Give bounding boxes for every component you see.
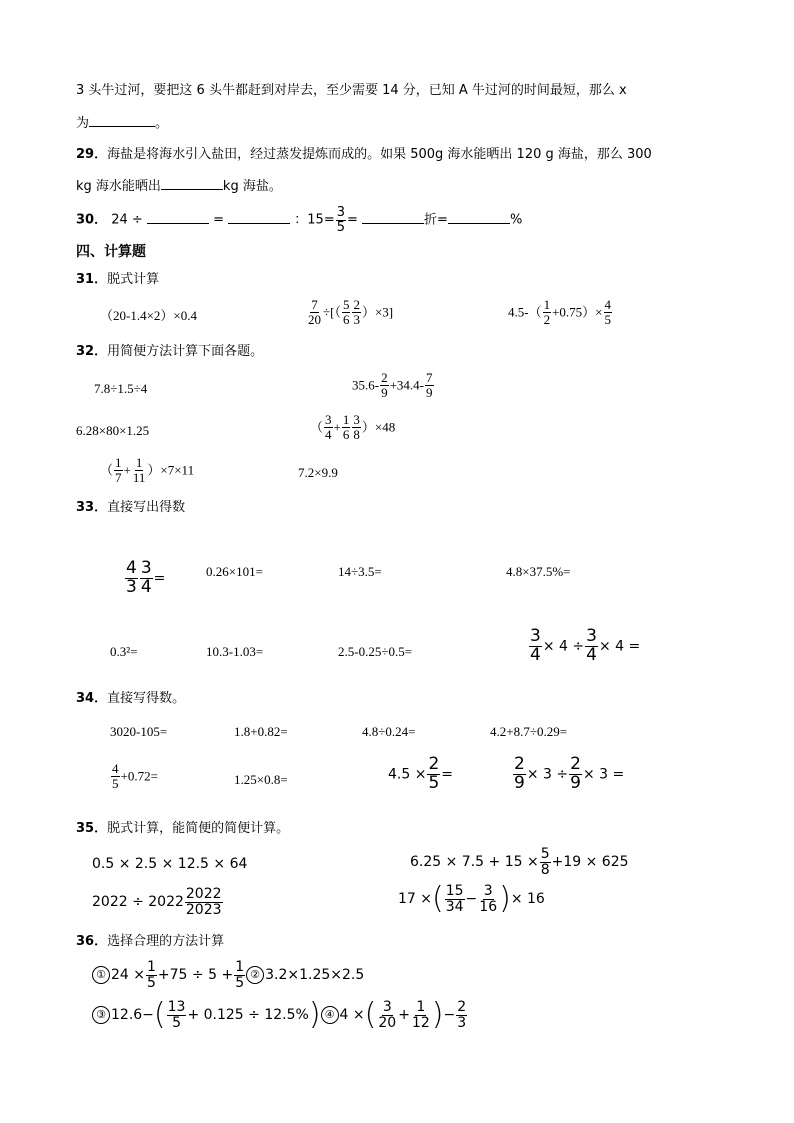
q32-expr5: （ $\frac{1}{7}$ + $\frac{1}{11}$ ）×7×11 [100, 455, 195, 485]
q32-expr3: 6.28×80×1.25 [76, 423, 150, 438]
q34-title: 34．直接写得数。 [76, 691, 186, 706]
q34-expr8: $\frac{2}{9}$ × 3 ÷ $\frac{2}{9}$ × 3 = [514, 754, 625, 793]
circled-number: ④ [321, 1006, 339, 1024]
q33-expr6: 10.3-1.03= [206, 644, 264, 659]
q32-title: 32．用简便方法计算下面各题。 [76, 344, 264, 359]
q33-expr8: $\frac{3}{4}$ × 4 ÷ $\frac{3}{4}$ × 4 = [530, 626, 641, 665]
q29-line1: 29．海盐是将海水引入盐田，经过蒸发提炼而成的。如果 500g 海水能晒出 120 g 海盐，那么 300 [76, 147, 652, 162]
q34-expr4: 4.2+8.7÷0.29= [490, 724, 568, 739]
circled-number: ① [92, 966, 110, 984]
q33-expr4: 4.8×37.5%= [506, 564, 571, 579]
q35-expr2: 6.25 × 7.5 + 15 × $\frac{5}{8}$ +19 × 625 [410, 846, 629, 878]
answer-blank[interactable] [228, 213, 290, 224]
q31-expr1: （20-1.4×2）×0.4 [100, 308, 197, 323]
q35-expr3: 2022 ÷ 2022 $\frac{2022}{2023}$ [92, 886, 222, 918]
q30: 30． 24 ÷ = ：15= $\frac{3}{5}$ = 折= % [76, 205, 523, 235]
q36-line2: ③ 12.6−( $\frac{13}{5}$ + 0.125 ÷ 12.5%) ④ 4 ×( $\frac{3}{20}$ + $\frac{1}{12}$ )− $\frac{2}{3}$ [92, 1000, 468, 1030]
section-title: 四、计算题 [76, 244, 146, 260]
q31-expr3: 4.5-（ $\frac{1}{2}$ +0.75）× $\frac{4}{5}$ [508, 297, 612, 327]
q29-line2: kg 海水能晒出 kg 海盐。 [76, 179, 282, 194]
circled-number: ② [246, 966, 264, 984]
q32-expr2: 35.6- $\frac{2}{9}$ +34.4- $\frac{7}{9}$ [352, 370, 433, 400]
q35-expr1: 0.5 × 2.5 × 12.5 × 64 [92, 856, 248, 872]
circled-number: ③ [92, 1006, 110, 1024]
q32-expr6: 7.2×9.9 [298, 465, 338, 480]
q31-expr2: $\frac{7}{20}$ ÷[（ $\frac{5}{6}$ $\frac{2}{3}$ ）×3] [308, 297, 394, 327]
q33-title: 33．直接写出得数 [76, 500, 186, 515]
q33-expr5: 0.3²= [110, 644, 138, 659]
q34-expr2: 1.8+0.82= [234, 724, 288, 739]
q35-expr4: 17 ×( $\frac{15}{34}$ − $\frac{3}{16}$ )× 16 [398, 881, 545, 917]
answer-blank[interactable] [161, 179, 223, 190]
answer-blank[interactable] [147, 213, 209, 224]
q34-expr5: $\frac{4}{5}$ +0.72= [112, 761, 158, 791]
answer-blank[interactable] [448, 213, 510, 224]
q32-expr4: （ $\frac{3}{4}$ + $\frac{1}{6}$ $\frac{3}{8}$ ）×48 [310, 412, 396, 442]
q32-expr1: 7.8÷1.5÷4 [94, 381, 148, 396]
answer-blank[interactable] [89, 116, 155, 127]
q34-expr7: 4.5 × $\frac{2}{5}$ = [388, 754, 454, 793]
q28-line2: 为 。 [76, 116, 169, 131]
q36-line1: ① 24 × $\frac{1}{5}$ +75 ÷ 5 + $\frac{1}{5}$ ② 3.2×1.25×2.5 [92, 960, 364, 990]
q34-expr3: 4.8÷0.24= [362, 724, 416, 739]
answer-blank[interactable] [362, 213, 424, 224]
q34-expr1: 3020-105= [110, 724, 168, 739]
q33-expr1: $\frac{4}{3}$ $\frac{3}{4}$ = [126, 558, 166, 597]
q28-line1: 3 头牛过河，要把这 6 头牛都赶到对岸去，至少需要 14 分，已知 A 牛过河的时间最短，那么 x [76, 83, 627, 98]
q34-expr6: 1.25×0.8= [234, 772, 288, 787]
q33-expr3: 14÷3.5= [338, 564, 382, 579]
q33-expr2: 0.26×101= [206, 564, 263, 579]
q33-expr7: 2.5-0.25÷0.5= [338, 644, 413, 659]
q31-title: 31．脱式计算 [76, 272, 160, 287]
q36-title: 36．选择合理的方法计算 [76, 934, 225, 949]
q35-title: 35．脱式计算，能简便的简便计算。 [76, 821, 290, 836]
